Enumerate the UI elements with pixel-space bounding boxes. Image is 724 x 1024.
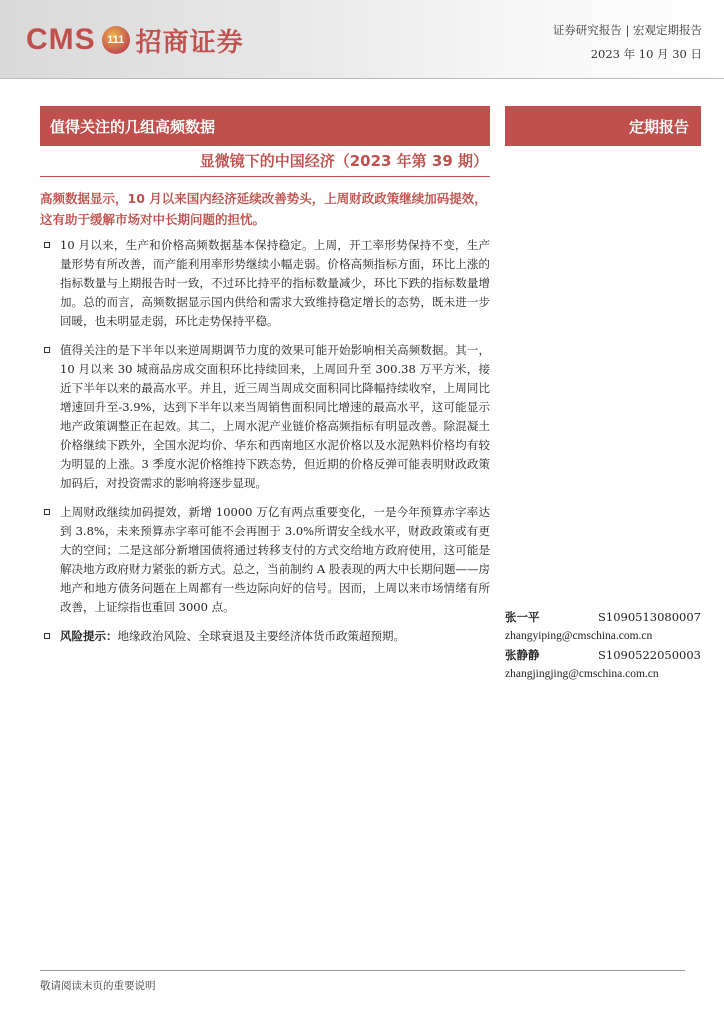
bullet-text: 上周财政继续加码提效，新增 10000 万亿有两点重要变化，一是今年预算赤字率达到 3.8%，未来预算赤字率可能不会再囿于 3.0%所谓安全线水平，财政政策或有更大的空间；二是这部分新增国债将通过转移支付的方式交给地方政府使用，这可能是解决地方政府财力紧张的新方式。总之，当前制约 A 股表现的两大中长期问题——房地产和地方债务问题在上周都有一些边际向好的信号。因而，上周以来市场情绪有所改善，上证综指也重回 3000 点。 [60,505,490,614]
risk-warning-item [40,627,490,646]
series-title: 值得关注的几组高频数据 [50,117,216,136]
analyst-email[interactable]: zhangjingjing@cmschina.com.cn [505,668,659,680]
bullet-square-icon [44,242,50,248]
logo-mark-icon [102,26,130,54]
series-title-bar [40,106,490,146]
logo-cms-text: CMS [26,23,96,56]
analyst-name: 张一平 [505,610,540,624]
analyst-row [505,608,701,627]
report-type-label: 定期报告 [628,117,689,136]
analyst-row [505,646,701,665]
bullet-item [40,236,490,331]
bullet-item [40,341,490,493]
analyst-email[interactable]: zhangyiping@cmschina.com.cn [505,630,653,642]
header-meta [553,22,702,62]
subtitle-divider [40,176,490,177]
report-type-bar [505,106,701,146]
risk-warning-text: 地缘政治风险、全球衰退及主要经济体货币政策超预期。 [117,629,405,643]
analyst-name: 张静静 [505,648,540,662]
analyst-license-id: S1090513080007 [598,610,701,624]
bullet-square-icon [44,347,50,353]
bullet-square-icon [44,633,50,639]
logo-cn-text: 招商证券 [135,27,244,58]
analyst-block [505,608,701,684]
bullet-square-icon [44,509,50,515]
risk-warning-label: 风险提示： [60,629,118,643]
logo-mark-text: 111 [107,34,125,46]
analyst-license-id: S1090522050003 [598,648,701,662]
bullet-list [40,236,490,656]
bullet-text: 10 月以来，生产和价格高频数据基本保持稳定。上周，开工率形势保持不变，生产量形势有所改善，而产能利用率形势继续小幅走弱。价格高频指标方面，环比上涨的指标数量与上期报告时一致，不过环比持平的指标数量减少，环比下跌的指标数量增加。总的而言，高频数据显示国内供给和需求大致维持稳定增长的态势，既未进一步回暖，也未明显走弱，环比走势保持平稳。 [60,238,490,328]
bullet-text: 值得关注的是下半年以来逆周期调节力度的效果可能开始影响相关高频数据。其一，10 月以来 30 城商品房成交面积环比持续回来，上周回升至 300.38 万平方米，接近下半年以来的最高水平。并且，近三周当周成交面积同比降幅持续收窄，上周同比增速回升至-3.9%，达到下半年以来当周销售面积同比增速的最高水平，这可能显示地产政策调整正在起效。其二，上周水泥产业链价格高频指标有明显改善。除混凝土价格继续下跌外，全国水泥均价、华东和西南地区水泥价格以及水泥熟料价格均有较为明显的上涨。3 季度水泥价格维持下跌态势，但近期的价格反弹可能表明财政政策加码后，对投资需求的影响将逐步显现。 [60,343,490,490]
report-subtitle: 显微镜下的中国经济（2023 年第 39 期） [199,152,488,170]
footer-divider [40,970,685,971]
bullet-item [40,503,490,617]
report-date: 2023 年 10 月 30 日 [590,47,702,61]
footer-disclaimer-note: 敬请阅读末页的重要说明 [40,980,156,992]
header-divider [0,78,724,79]
company-logo [26,22,244,58]
summary-paragraph: 高频数据显示，10 月以来国内经济延续改善势头，上周财政政策继续加码提效，这有助于缓解市场对中长期问题的担忧。 [40,191,487,227]
report-category: 证券研究报告 | 宏观定期报告 [552,23,702,37]
